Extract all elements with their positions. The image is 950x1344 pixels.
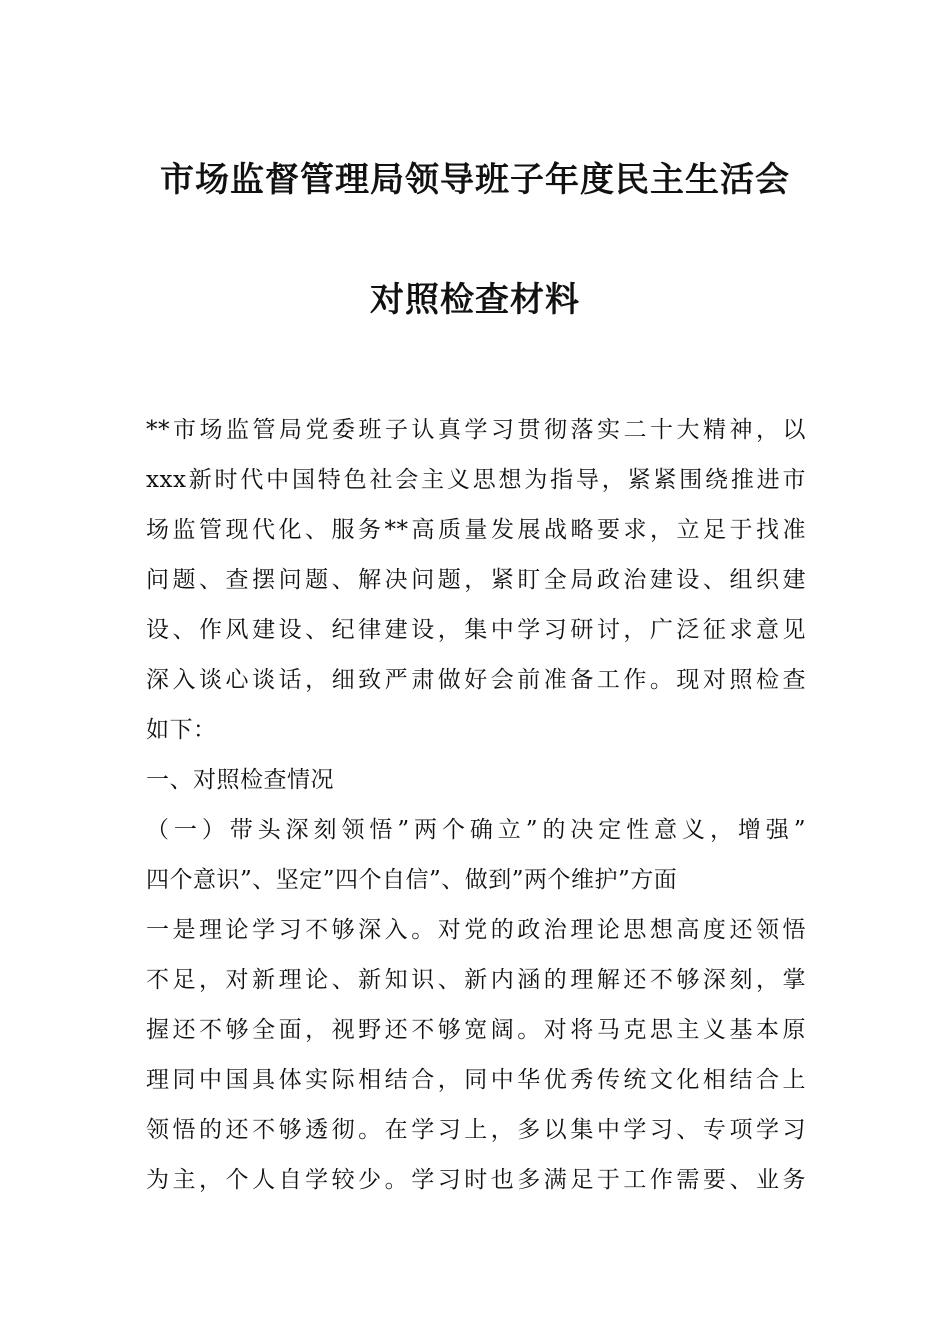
paragraph-line: 四个意识”、坚定”四个自信”、做到”两个维护”方面 xyxy=(146,867,678,893)
paragraph-line: （一）带头深刻领悟”两个确立”的决定性意义，增强” xyxy=(146,817,806,843)
paragraph-line: 为主，个人自学较少。学习时也多满足于工作需要、业务 xyxy=(146,1167,806,1193)
paragraph-line: xxx新时代中国特色社会主义思想为指导，紧紧围绕推进市 xyxy=(146,467,806,493)
document-title-line-1: 市场监督管理局领导班子年度民主生活会 xyxy=(160,160,790,200)
paragraph-line: 领悟的还不够透彻。在学习上，多以集中学习、专项学习 xyxy=(146,1117,806,1143)
paragraph-line: 如下： xyxy=(146,717,217,743)
document-body xyxy=(146,405,806,1205)
paragraph-line: 问题、查摆问题、解决问题，紧盯全局政治建设、组织建 xyxy=(146,567,806,593)
paragraph-line: 握还不够全面，视野还不够宽阔。对将马克思主义基本原 xyxy=(146,1017,806,1043)
document-title-line-2: 对照检查材料 xyxy=(370,280,580,320)
paragraph-line: 不足，对新理论、新知识、新内涵的理解还不够深刻，掌 xyxy=(146,967,806,993)
paragraph-line: 场监管现代化、服务**高质量发展战略要求，立足于找准 xyxy=(146,517,806,543)
paragraph-line: 理同中国具体实际相结合，同中华优秀传统文化相结合上 xyxy=(146,1067,806,1093)
paragraph-line: 设、作风建设、纪律建设，集中学习研讨，广泛征求意见 xyxy=(146,617,806,643)
paragraph-line: 一、对照检查情况 xyxy=(146,767,334,793)
paragraph-line: 深入谈心谈话，细致严肃做好会前准备工作。现对照检查 xyxy=(146,667,806,693)
paragraph-line: 一是理论学习不够深入。对党的政治理论思想高度还领悟 xyxy=(146,917,806,943)
paragraph-line: **市场监管局党委班子认真学习贯彻落实二十大精神，以 xyxy=(146,417,806,443)
